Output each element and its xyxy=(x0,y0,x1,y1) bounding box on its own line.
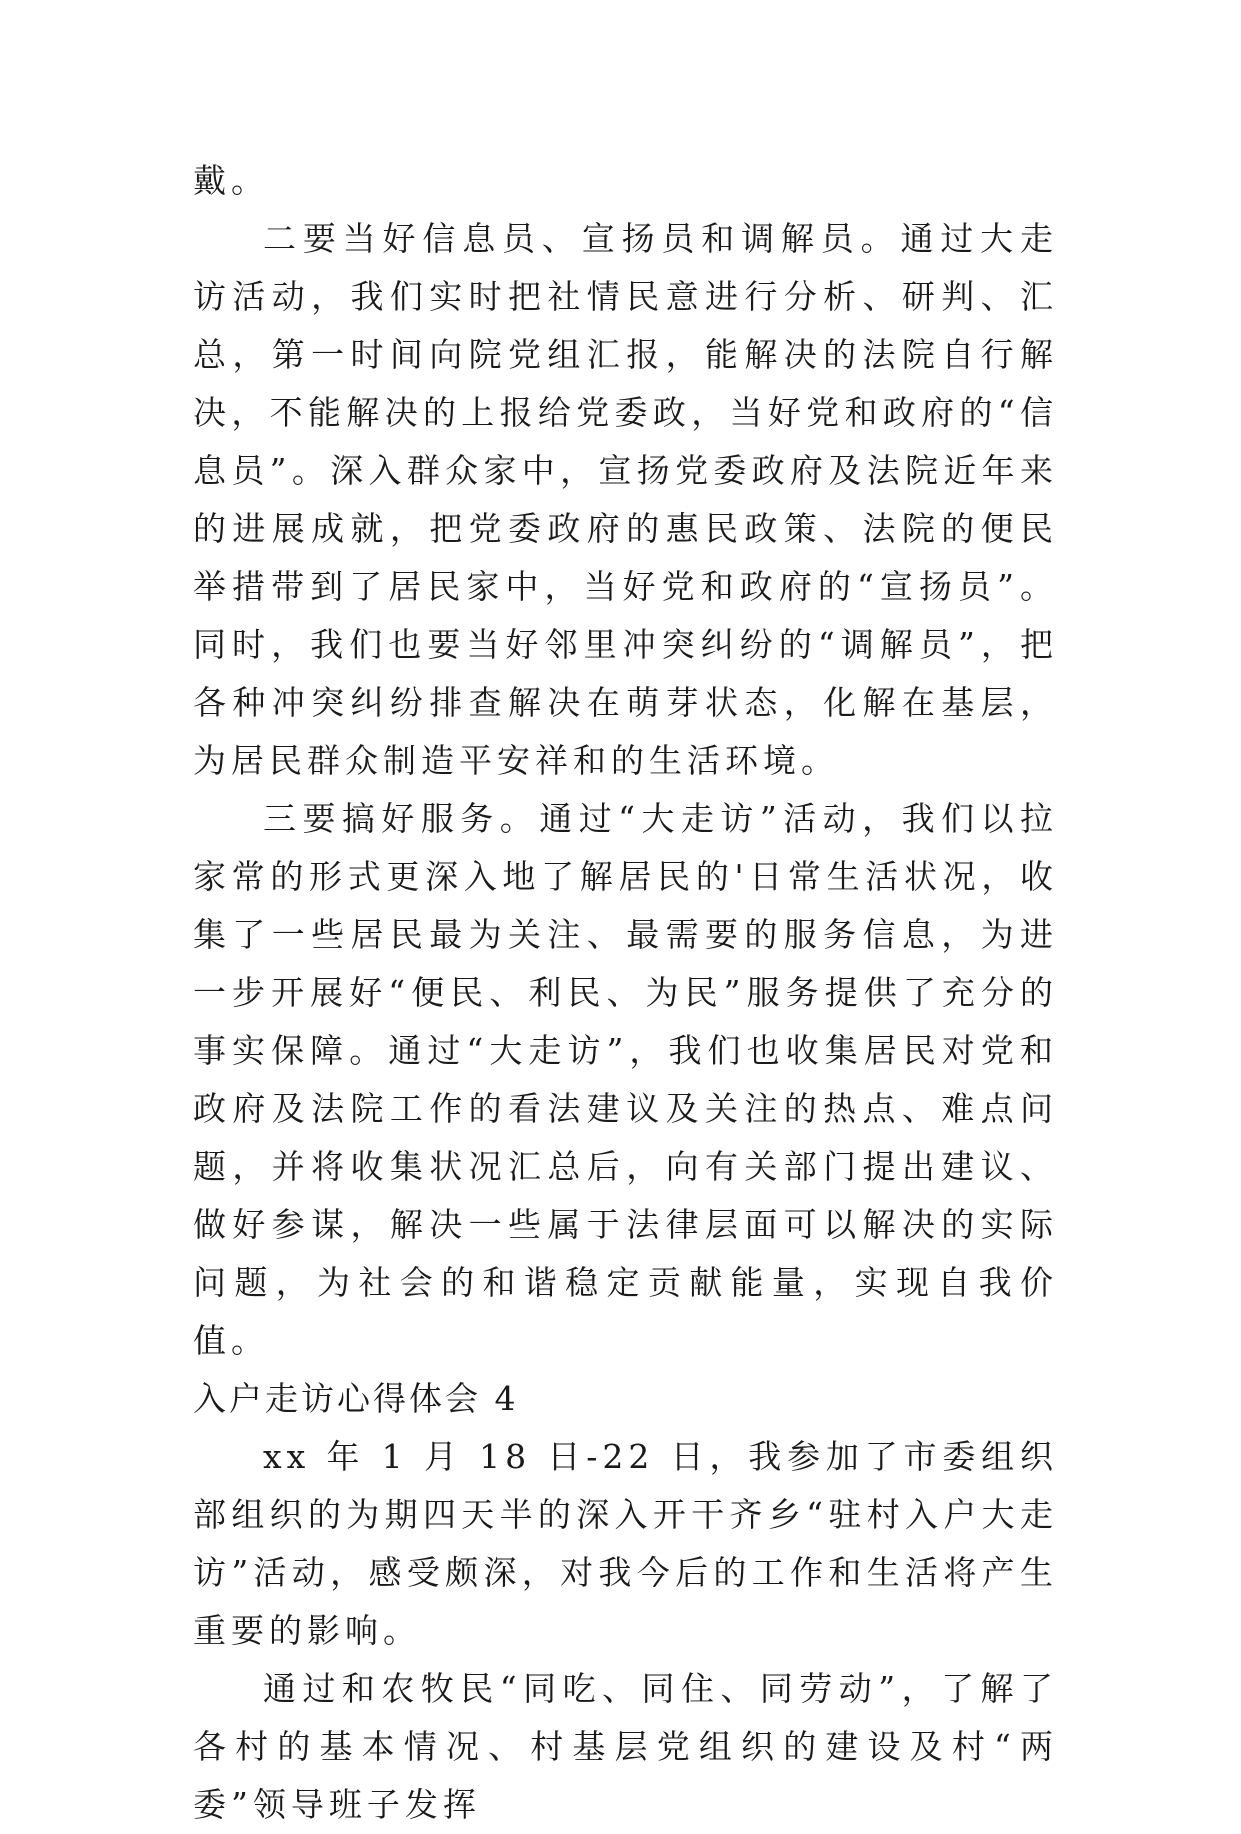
paragraph-village-situation: 通过和农牧民“同吃、同住、同劳动”，了解了各村的基本情况、村基层党组织的建设及村“两委”领导班子发挥 xyxy=(193,1669,1058,1824)
paragraph-information-officer: 二要当好信息员、宣扬员和调解员。通过大走访活动，我们实时把社情民意进行分析、研判、汇总，第一时间向院党组汇报，能解决的法院自行解决，不能解决的上报给党委政，当好党和政府的“信息员”。深入群众家中，宣扬党委政府及法院近年来的进展成就，把党委政府的惠民政策、法院的便民举措带到了居民家中，当好党和政府的“宣扬员”。同时，我们也要当好邻里冲突纠纷的“调解员”，把各种冲突纠纷排查解决在萌芽状态，化解在基层，为居民群众制造平安祥和的生活环境。 xyxy=(193,219,1058,780)
section-heading: 入户走访心得体会 4 xyxy=(193,1379,519,1418)
document-body xyxy=(193,152,1058,1834)
paragraph-visit-dates: xx 年 1 月 18 日-22 日，我参加了市委组织部组织的为期四天半的深入开干齐乡“驻村入户大走访”活动，感受颇深，对我今后的工作和生活将产生重要的影响。 xyxy=(193,1437,1058,1650)
paragraph-continuation: 戴。 xyxy=(193,161,269,200)
paragraph-service: 三要搞好服务。通过“大走访”活动，我们以拉家常的形式更深入地了解居民的'日常生活状况，收集了一些居民最为关注、最需要的服务信息，为进一步开展好“便民、利民、为民”服务提供了充分的事实保障。通过“大走访”，我们也收集居民对党和政府及法院工作的看法建议及关注的热点、难点问题，并将收集状况汇总后，向有关部门提出建议、做好参谋，解决一些属于法律层面可以解决的实际问题，为社会的和谐稳定贡献能量，实现自我价值。 xyxy=(193,799,1058,1360)
